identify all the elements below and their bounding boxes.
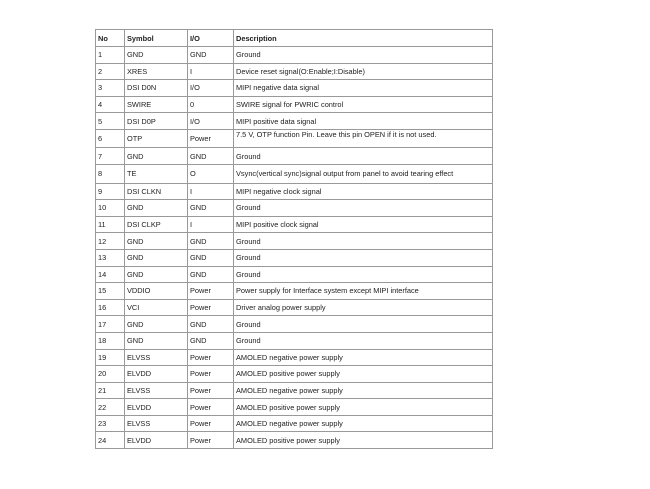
table-body: [96, 47, 493, 449]
cell-symbol: GND: [125, 316, 188, 333]
header-description: Description: [234, 30, 493, 47]
cell-no: 8: [96, 165, 125, 184]
cell-no: 24: [96, 432, 125, 449]
cell-io: Power: [188, 366, 234, 383]
cell-no: 22: [96, 399, 125, 416]
cell-symbol: GND: [125, 200, 188, 217]
table-row: [96, 200, 493, 217]
cell-symbol: GND: [125, 233, 188, 250]
table-row: [96, 113, 493, 130]
cell-description: AMOLED positive power supply: [234, 399, 493, 416]
cell-symbol: VDDIO: [125, 283, 188, 300]
cell-io: O: [188, 165, 234, 184]
cell-symbol: ELVSS: [125, 382, 188, 399]
table-row: [96, 80, 493, 97]
cell-io: GND: [188, 332, 234, 349]
cell-symbol: GND: [125, 148, 188, 165]
cell-io: GND: [188, 266, 234, 283]
table-row: [96, 399, 493, 416]
table-row: [96, 183, 493, 200]
cell-description: Power supply for Interface system except MIPI interface: [234, 283, 493, 300]
cell-no: 20: [96, 366, 125, 383]
cell-symbol: GND: [125, 47, 188, 64]
cell-io: Power: [188, 432, 234, 449]
cell-io: Power: [188, 382, 234, 399]
cell-symbol: TE: [125, 165, 188, 184]
cell-no: 14: [96, 266, 125, 283]
cell-description: SWIRE signal for PWRIC control: [234, 96, 493, 113]
cell-description: MIPI negative clock signal: [234, 183, 493, 200]
cell-symbol: DSI D0P: [125, 113, 188, 130]
cell-no: 4: [96, 96, 125, 113]
cell-io: I: [188, 63, 234, 80]
cell-symbol: ELVDD: [125, 366, 188, 383]
cell-no: 11: [96, 216, 125, 233]
cell-no: 13: [96, 249, 125, 266]
table-row: [96, 366, 493, 383]
header-no: No: [96, 30, 125, 47]
cell-no: 1: [96, 47, 125, 64]
table-row: [96, 165, 493, 184]
cell-io: I: [188, 183, 234, 200]
table-row: [96, 148, 493, 165]
cell-description: Ground: [234, 332, 493, 349]
cell-description: AMOLED negative power supply: [234, 349, 493, 366]
cell-no: 16: [96, 299, 125, 316]
cell-symbol: GND: [125, 332, 188, 349]
cell-description: Ground: [234, 200, 493, 217]
table-row: [96, 96, 493, 113]
cell-description: Ground: [234, 148, 493, 165]
table-row: [96, 432, 493, 449]
cell-no: 10: [96, 200, 125, 217]
cell-no: 9: [96, 183, 125, 200]
table-row: [96, 233, 493, 250]
cell-io: Power: [188, 399, 234, 416]
cell-io: 0: [188, 96, 234, 113]
table-row: [96, 63, 493, 80]
cell-no: 12: [96, 233, 125, 250]
header-symbol: Symbol: [125, 30, 188, 47]
cell-no: 5: [96, 113, 125, 130]
table-row: [96, 266, 493, 283]
cell-description: AMOLED positive power supply: [234, 432, 493, 449]
cell-description: 7.5 V, OTP function Pin. Leave this pin OPEN if it is not used.: [234, 129, 493, 148]
cell-description: Ground: [234, 316, 493, 333]
cell-description: AMOLED negative power supply: [234, 415, 493, 432]
cell-symbol: DSI CLKP: [125, 216, 188, 233]
table-row: [96, 216, 493, 233]
cell-description: MIPI positive clock signal: [234, 216, 493, 233]
cell-symbol: ELVDD: [125, 432, 188, 449]
cell-no: 7: [96, 148, 125, 165]
cell-io: GND: [188, 148, 234, 165]
table-row: [96, 382, 493, 399]
cell-no: 18: [96, 332, 125, 349]
cell-io: Power: [188, 415, 234, 432]
cell-symbol: GND: [125, 266, 188, 283]
cell-io: I: [188, 216, 234, 233]
cell-description: AMOLED positive power supply: [234, 366, 493, 383]
cell-io: I/O: [188, 113, 234, 130]
cell-symbol: VCI: [125, 299, 188, 316]
cell-description: MIPI negative data signal: [234, 80, 493, 97]
cell-symbol: GND: [125, 249, 188, 266]
cell-io: Power: [188, 283, 234, 300]
table-row: [96, 283, 493, 300]
cell-description: MIPI positive data signal: [234, 113, 493, 130]
cell-io: I/O: [188, 80, 234, 97]
cell-symbol: DSI D0N: [125, 80, 188, 97]
cell-description: Driver analog power supply: [234, 299, 493, 316]
cell-no: 21: [96, 382, 125, 399]
cell-description: Ground: [234, 266, 493, 283]
header-row: [96, 30, 493, 47]
cell-no: 2: [96, 63, 125, 80]
cell-io: GND: [188, 47, 234, 64]
table-row: [96, 332, 493, 349]
cell-io: Power: [188, 349, 234, 366]
cell-symbol: ELVSS: [125, 349, 188, 366]
cell-io: GND: [188, 249, 234, 266]
cell-symbol: DSI CLKN: [125, 183, 188, 200]
table-row: [96, 249, 493, 266]
cell-description: Device reset signal(O:Enable;I:Disable): [234, 63, 493, 80]
table-row: [96, 47, 493, 64]
cell-symbol: OTP: [125, 129, 188, 148]
cell-symbol: XRES: [125, 63, 188, 80]
cell-no: 23: [96, 415, 125, 432]
cell-io: GND: [188, 233, 234, 250]
cell-description: Ground: [234, 249, 493, 266]
table-row: [96, 415, 493, 432]
cell-symbol: ELVDD: [125, 399, 188, 416]
table-row: [96, 316, 493, 333]
cell-no: 15: [96, 283, 125, 300]
table-row: [96, 299, 493, 316]
cell-symbol: ELVSS: [125, 415, 188, 432]
cell-no: 19: [96, 349, 125, 366]
cell-no: 17: [96, 316, 125, 333]
cell-no: 6: [96, 129, 125, 148]
cell-description: AMOLED negative power supply: [234, 382, 493, 399]
cell-description: Vsync(vertical sync)signal output from panel to avoid tearing effect: [234, 165, 493, 184]
table-row: [96, 349, 493, 366]
cell-symbol: SWIRE: [125, 96, 188, 113]
header-io: I/O: [188, 30, 234, 47]
cell-description: Ground: [234, 47, 493, 64]
cell-io: GND: [188, 200, 234, 217]
cell-io: Power: [188, 299, 234, 316]
table-row: [96, 129, 493, 148]
cell-description: Ground: [234, 233, 493, 250]
cell-io: Power: [188, 129, 234, 148]
cell-io: GND: [188, 316, 234, 333]
pin-definition-table: [95, 29, 493, 449]
cell-no: 3: [96, 80, 125, 97]
